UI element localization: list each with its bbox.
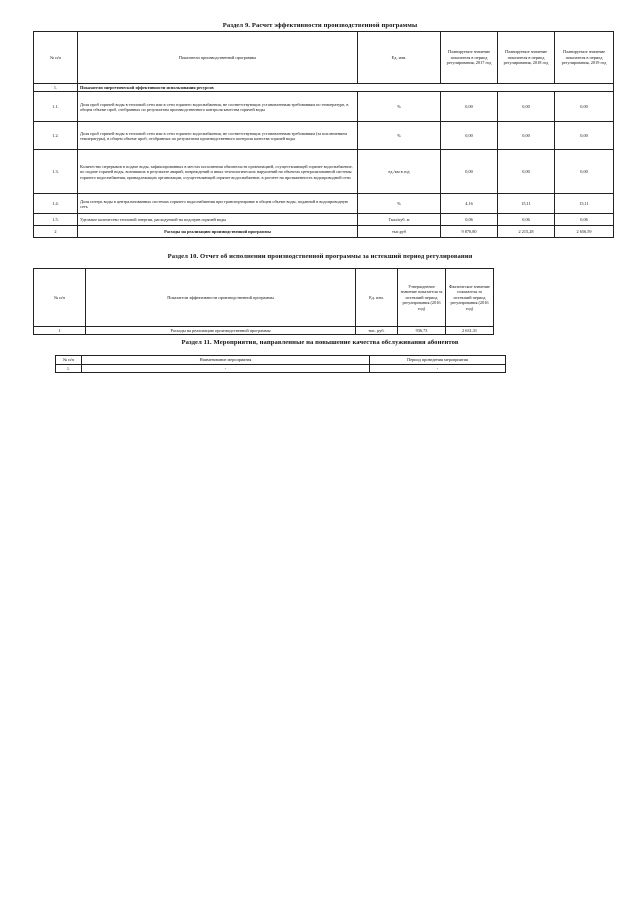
row-value-2019: 0,00 [555,92,614,122]
table-row [34,194,614,214]
row-num: 1.3. [34,150,78,194]
section10-header-row [34,269,494,327]
row-value-2019: 0,00 [555,122,614,150]
header-num: № п/п [34,269,86,327]
row-value-2017: 0,00 [441,150,498,194]
header-num: № п/п [56,356,82,365]
row-value-2018: 0,00 [498,150,555,194]
table-row [34,226,614,238]
row-unit: тыс. руб. [356,327,398,335]
row-value-2018: 0,06 [498,214,555,226]
row-unit: тыс.руб [358,226,441,238]
row-value-2019: 0,06 [555,214,614,226]
section10-table [33,268,494,335]
section11-header-row [56,356,506,365]
row-approved: 936,73 [398,327,446,335]
header-indicator: Показатели эффективности производственной программы [86,269,356,327]
header-unit: Ед. изм. [356,269,398,327]
row-unit: % [358,92,441,122]
row-indicator: Количество перерывов в подаче воды, зафиксированных в местах исполнения обязательств организацией, осуществляющей горячее водоснабжение, по подаче горячей воды, возникших в результате аварий, повреждений и иных технологических нарушений на объектах централизованной системы горячего водоснабжения, принадлежащих организации, осуществляющей горячее водоснабжение, в расчете на протяженность водопроводной сети [78,150,358,194]
row-period: - [370,365,506,373]
row-value-2017: 9 870,80 [441,226,498,238]
row-unit: Гкал/куб. м [358,214,441,226]
section10-title: Раздел 10. Отчет об исполнении производственной программы за истекший период регулирования [167,253,473,260]
row-actual: 2 631,31 [446,327,494,335]
row-indicator: Показатели энергетической эффективности использования ресурсов [78,84,614,92]
header-num: № п/п [34,32,78,84]
header-indicator: Показатели производственной программы [78,32,358,84]
table-row [34,214,614,226]
row-value-2019: 0,00 [555,150,614,194]
row-num: 1.5. [34,214,78,226]
row-value-2019: 2 656,59 [555,226,614,238]
row-indicator: Расходы на реализацию производственной программы [78,226,358,238]
row-num: 1.4. [34,194,78,214]
header-name: Наименование мероприятия [82,356,370,365]
row-value-2018: 2 215,28 [498,226,555,238]
row-value-2017: 0,00 [441,122,498,150]
table-row [34,150,614,194]
row-num: 1 [34,327,86,335]
row-num: 1. [56,365,82,373]
row-indicator: Доля проб горячей воды в тепловой сети или в сети горячего водоснабжения, не соответствующих установленным требованиям по температуре, в общем объеме проб, отобранных по результатам производственного контроля качества горячей воды [78,92,358,122]
row-name: - [82,365,370,373]
row-value-2018: 0,00 [498,92,555,122]
header-period: Период проведения мероприятия [370,356,506,365]
row-num: 1.1. [34,92,78,122]
row-value-2017: 0,00 [441,92,498,122]
table-row [34,122,614,150]
row-indicator: Расходы на реализацию производственной программы [86,327,356,335]
header-unit: Ед. изм. [358,32,441,84]
row-num: 2 [34,226,78,238]
row-value-2019: 15,11 [555,194,614,214]
header-actual: Фактическое значение показателя за истекший период регулирования (2016 год) [446,269,494,327]
section9-title: Раздел 9. Расчет эффективности производственной программы [222,22,418,29]
row-indicator: Доля проб горячей воды в тепловой сети или в сети горячего водоснабжения, не соответствующих установленным требованиям (за исключением температуры), в общем объеме проб, отобранных по результатам производственного контроля качества горячей воды [78,122,358,150]
row-unit: ед./км в год [358,150,441,194]
header-plan-2019: Планируемое значение показателя в период регулирования, 2019 год [555,32,614,84]
row-unit: % [358,122,441,150]
section9-table [33,31,614,238]
section11-table [55,355,506,373]
section11-title: Раздел 11. Мероприятия, направленные на повышение качества обслуживания абонентов [181,339,459,346]
row-unit: % [358,194,441,214]
header-plan-2018: Планируемое значение показателя в период регулирования, 2018 год [498,32,555,84]
table-row [56,365,506,373]
row-value-2017: 0,06 [441,214,498,226]
row-value-2017: 4,16 [441,194,498,214]
table-row [34,92,614,122]
row-num: 1. [34,84,78,92]
row-num: 1.2. [34,122,78,150]
table-row [34,327,494,335]
row-value-2018: 0,00 [498,122,555,150]
table-row [34,84,614,92]
header-plan-2017: Планируемое значение показателя в период регулирования, 2017 год [441,32,498,84]
header-approved: Утвержденное значение показателя за истекший период регулирования (2016 год) [398,269,446,327]
section9-header-row [34,32,614,84]
row-indicator: Доля потерь воды в централизованных системах горячего водоснабжения при транспортировке в общем объеме воды, поданной в водопроводную сеть [78,194,358,214]
row-value-2018: 15,11 [498,194,555,214]
row-indicator: Удельное количество тепловой энергии, расходуемой на подогрев горячей воды [78,214,358,226]
